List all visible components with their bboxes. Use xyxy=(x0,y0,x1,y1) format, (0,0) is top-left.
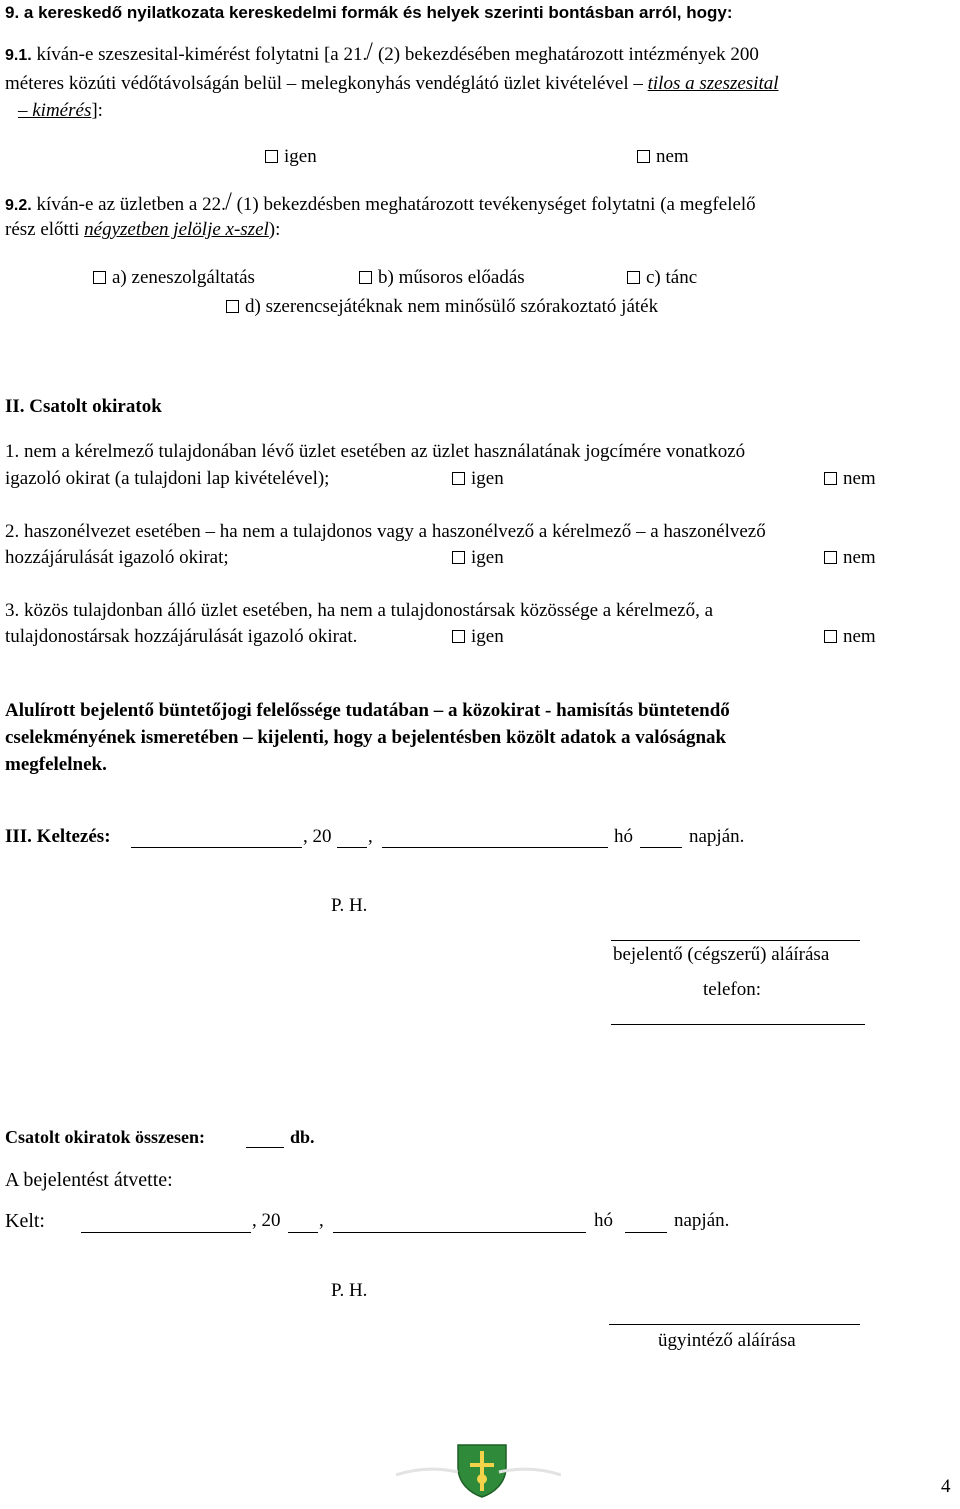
attachment-1-line2: igazoló okirat (a tulajdoni lap kivételével); xyxy=(5,468,330,489)
kelt-year-prefix: , 20 xyxy=(252,1210,281,1231)
checkbox-9-2-b[interactable] xyxy=(359,265,525,291)
kelt-month-label: hó xyxy=(594,1210,613,1231)
attached-count-field[interactable] xyxy=(246,1147,284,1148)
checkbox-label: b) műsoros előadás xyxy=(378,267,525,288)
question-text: méteres közúti védőtávolságán belül – melegkonyhás vendéglátó üzlet kivételével – xyxy=(5,73,648,94)
checkbox-icon[interactable] xyxy=(824,472,837,485)
attachment-3-line2: tulajdonostársak hozzájárulását igazoló okirat. xyxy=(5,626,358,647)
question-9-1-line2 xyxy=(5,71,779,97)
checkbox-attachment-2-no[interactable] xyxy=(824,545,876,571)
question-emphasis: négyzetben jelölje x-szel xyxy=(84,219,269,240)
question-text: rész előtti xyxy=(5,219,85,240)
question-number: 9.1. xyxy=(5,47,32,64)
checkbox-icon[interactable] xyxy=(637,150,650,163)
date-label: III. Keltezés: xyxy=(5,826,111,847)
checkbox-label: d) szerencsejátéknak nem minősülő szórakoztató játék xyxy=(245,296,659,317)
section-sign-icon xyxy=(226,190,232,210)
question-number: 9.2. xyxy=(5,197,32,214)
section-sign-icon xyxy=(367,40,373,60)
month-label: hó xyxy=(614,826,633,847)
question-text: (1) bekezdésben meghatározott tevékenységet folytatni (a megfelelő xyxy=(231,194,756,215)
section-title-attachments: II. Csatolt okiratok xyxy=(5,396,162,417)
declaration-line1: Alulírott bejelentő büntetőjogi felelőssége tudatában – a közokirat - hamisítás büntetendő xyxy=(5,700,730,721)
question-text: (2) bekezdésében meghatározott intézmények 200 xyxy=(373,44,759,65)
declaration-line3: megfelelnek. xyxy=(5,754,107,775)
checkbox-icon[interactable] xyxy=(452,551,465,564)
checkbox-icon[interactable] xyxy=(824,630,837,643)
attachment-3-line1: 3. közös tulajdonban álló üzlet esetében, ha nem a tulajdonostársak közössége a kérelmező, a xyxy=(5,600,714,621)
official-signature-label: ügyintéző aláírása xyxy=(658,1330,796,1351)
checkbox-label: nem xyxy=(656,146,689,167)
phone-field[interactable] xyxy=(611,1024,865,1025)
checkbox-label: nem xyxy=(843,468,876,489)
checkbox-icon[interactable] xyxy=(265,150,278,163)
comma-separator: , xyxy=(368,826,373,847)
stamp-placeholder: P. H. xyxy=(331,895,368,916)
question-text: ]: xyxy=(91,100,103,121)
page-number: 4 xyxy=(941,1476,951,1497)
kelt-day-label: napján. xyxy=(674,1210,730,1231)
signature-field[interactable] xyxy=(611,940,860,941)
checkbox-label: igen xyxy=(471,468,504,489)
checkbox-label: igen xyxy=(471,626,504,647)
section-heading-9: 9. a kereskedő nyilatkozata kereskedelmi formák és helyek szerinti bontásban arról, hogy: xyxy=(5,3,733,22)
checkbox-9-1-yes[interactable] xyxy=(265,144,317,170)
question-emphasis: – kimérés xyxy=(18,100,92,121)
checkbox-9-2-c[interactable] xyxy=(627,265,697,291)
emblem-wings-decoration xyxy=(396,1465,561,1479)
checkbox-9-1-no[interactable] xyxy=(637,144,689,170)
checkbox-icon[interactable] xyxy=(452,472,465,485)
signature-label: bejelentő (cégszerű) aláírása xyxy=(613,944,830,965)
checkbox-9-2-d[interactable] xyxy=(226,294,658,320)
attached-total-label: Csatolt okiratok összesen: xyxy=(5,1127,205,1147)
day-label: napján. xyxy=(689,826,745,847)
declaration-line2: cselekményének ismeretében – kijelenti, hogy a bejelentésben közölt adatok a valóságnak xyxy=(5,727,727,748)
checkbox-attachment-3-no[interactable] xyxy=(824,624,876,650)
checkbox-9-2-a[interactable] xyxy=(93,265,255,291)
question-9-2-line2 xyxy=(5,217,280,243)
checkbox-icon[interactable] xyxy=(627,271,640,284)
year-prefix: , 20 xyxy=(303,826,332,847)
checkbox-icon[interactable] xyxy=(226,300,239,313)
checkbox-attachment-3-yes[interactable] xyxy=(452,624,504,650)
checkbox-label: a) zeneszolgáltatás xyxy=(112,267,255,288)
official-stamp-placeholder: P. H. xyxy=(331,1280,368,1301)
received-label: A bejelentést átvette: xyxy=(5,1169,173,1191)
phone-label: telefon: xyxy=(703,979,762,1000)
kelt-day-field[interactable] xyxy=(625,1232,667,1233)
question-text: kíván-e szeszesital-kimérést folytatni [a 21. xyxy=(31,44,368,65)
kelt-month-field[interactable] xyxy=(333,1232,586,1233)
attachment-2-line1: 2. haszonélvezet esetében – ha nem a tulajdonos vagy a haszonélvező a kérelmező – a haszonélvező xyxy=(5,521,766,542)
question-emphasis: tilos a szeszesital xyxy=(647,73,779,94)
checkbox-icon[interactable] xyxy=(359,271,372,284)
day-field[interactable] xyxy=(640,847,682,848)
question-text: kíván-e az üzletben a 22. xyxy=(31,194,226,215)
checkbox-label: nem xyxy=(843,547,876,568)
date-place-field[interactable] xyxy=(131,847,302,848)
checkbox-attachment-1-no[interactable] xyxy=(824,466,876,492)
checkbox-label: c) tánc xyxy=(646,267,698,288)
checkbox-attachment-1-yes[interactable] xyxy=(452,466,504,492)
attachment-1-line1: 1. nem a kérelmező tulajdonában lévő üzlet esetében az üzlet használatának jogcímére vonatkozó xyxy=(5,441,746,462)
checkbox-label: igen xyxy=(284,146,317,167)
db-label: db. xyxy=(290,1127,315,1147)
month-field[interactable] xyxy=(382,847,608,848)
question-text: ): xyxy=(268,219,281,240)
checkbox-icon[interactable] xyxy=(93,271,106,284)
question-9-2-line1 xyxy=(5,190,756,219)
kelt-year-field[interactable] xyxy=(288,1232,318,1233)
question-9-1-line1 xyxy=(5,40,759,69)
attachment-2-line2: hozzájárulását igazoló okirat; xyxy=(5,547,229,568)
checkbox-label: igen xyxy=(471,547,504,568)
kelt-comma: , xyxy=(319,1210,324,1231)
kelt-place-field[interactable] xyxy=(81,1232,251,1233)
question-9-1-line3 xyxy=(18,98,103,124)
checkbox-label: nem xyxy=(843,626,876,647)
checkbox-icon[interactable] xyxy=(452,630,465,643)
official-signature-field[interactable] xyxy=(609,1324,860,1325)
checkbox-icon[interactable] xyxy=(824,551,837,564)
checkbox-attachment-2-yes[interactable] xyxy=(452,545,504,571)
kelt-label: Kelt: xyxy=(5,1210,45,1232)
year-field[interactable] xyxy=(337,847,367,848)
